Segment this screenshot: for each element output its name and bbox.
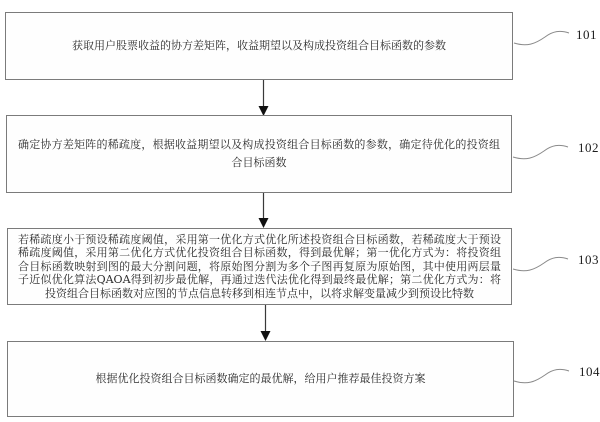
step-text-101: 获取用户股票收益的协方差矩阵，收益期望以及构成投资组合目标函数的参数: [72, 39, 446, 53]
reference-leader-line: [512, 256, 570, 273]
down-arrow-icon: [257, 193, 270, 228]
reference-label-104: 104: [579, 364, 600, 379]
step-text-102: 确定协方差矩阵的稀疏度，根据收益期望以及构成投资组合目标函数的参数，确定待优化的投资组合目标函数: [18, 138, 500, 169]
reference-leader-line: [513, 30, 571, 47]
step-box-102: [6, 115, 512, 193]
down-arrow-icon: [257, 80, 270, 116]
step-text-103: 若稀疏度小于预设稀疏度阈值，采用第一优化方式优化所述投资组合目标函数，若稀疏度大于预设稀疏度阈值，采用第二优化方式优化投资组合目标函数，得到最优解；第一优化方式为：将投资组合目标函数映射到图的最大分割问题，将原始图分割为多个子图再复原为原始图，其中使用两层量子近似优化算法QAOA得到初步最优解，再通过迭代法优化得到最终最优解；第二优化方式为：将投资组合目标函数对应图的节点信息转移到相连节点中，以将求解变量减少到预设比特数: [18, 232, 501, 300]
step-box-101: [5, 12, 513, 80]
down-arrow-icon: [259, 305, 272, 341]
reference-leader-line: [512, 144, 570, 161]
step-box-104: [7, 341, 514, 417]
reference-leader-line: [513, 368, 571, 385]
reference-label-101: 101: [576, 27, 597, 42]
step-box-103: [7, 228, 512, 305]
step-text-104: 根据优化投资组合目标函数确定的最优解，给用户推荐最佳投资方案: [95, 372, 426, 386]
reference-label-103: 103: [578, 252, 599, 267]
reference-label-102: 102: [578, 140, 599, 155]
